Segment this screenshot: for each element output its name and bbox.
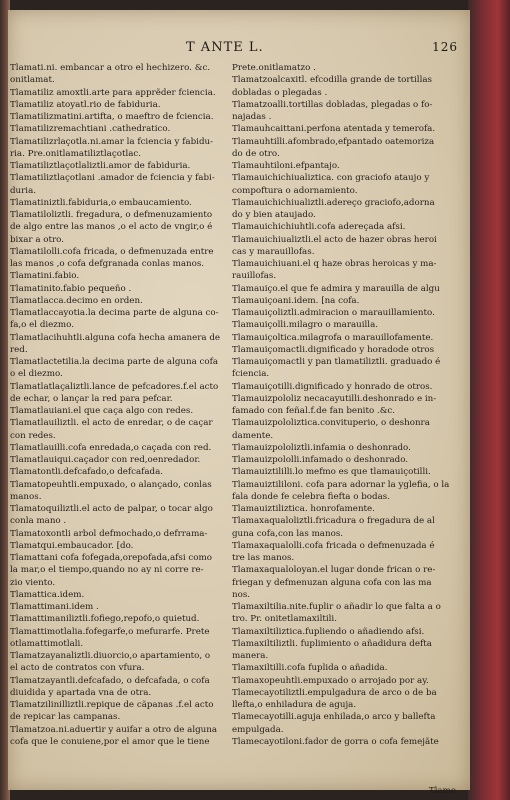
dictionary-line: Tlamauiçotilli.dignificado y honrado de otros. (232, 381, 433, 392)
running-head (8, 40, 470, 56)
dictionary-line: Tlamatiliztlaçotlani .amador de fciencia y fabi- (10, 173, 215, 184)
dictionary-line: cofa que le conuiene,por el amor que le tiene (10, 736, 210, 747)
dictionary-line: onitlamat. (10, 75, 55, 86)
dictionary-line: Tlamatiliz atoyatl.rio de fabiduria. (10, 99, 161, 110)
dictionary-line: do de otro. (232, 148, 280, 159)
dictionary-line: Tlamauizpololiztli.infamia o deshonrado. (232, 442, 411, 453)
dictionary-line: Tlamauiçoani.idem. [na cofa. (232, 295, 360, 306)
dictionary-line: Tlamattimani.idem . (10, 602, 99, 612)
dictionary-line: Tlamatilizmatini.artifta, o maeftro de fciencia. (10, 112, 214, 122)
dictionary-line: Tlamauichiualiztli.el acto de hazer obras heroi (232, 234, 437, 245)
dictionary-line: Tlamaxiltilia.nite.fuplir o añadir lo que falta a o (232, 602, 441, 612)
dictionary-line: Tlamauichichiualiztica. con graciofo ataujo y (232, 173, 430, 184)
dictionary-line: Tlamauiztililoni. cofa para adornar la yglefia, o la (232, 479, 450, 490)
dictionary-line: zio viento. (10, 577, 56, 588)
running-head-title: T ANTE L. (186, 40, 264, 55)
dictionary-line: compoftura o adornamiento. (232, 185, 358, 196)
dictionary-line: friegan y defmenuzan alguna cofa con las ma (232, 577, 432, 588)
dictionary-line: Tlamaxiltilli.cofa fuplida o añadida. (232, 663, 388, 674)
dictionary-line: cas y marauillofas. (232, 246, 315, 257)
dictionary-line: Tlamaxiltiliztli. fuplimiento o añadidura defta (232, 638, 432, 649)
dictionary-line: Tlamecayotiloni.fador de gorra o cofa femejãte (232, 736, 439, 747)
dictionary-line: otlamattimotlali. (10, 638, 84, 649)
dictionary-line: Tlamatilolli.cofa fricada, o defmenuzada entre (10, 246, 214, 257)
dictionary-line: tro. Pr. onitetlamaxiltili. (232, 614, 337, 625)
dictionary-line: Tlamauizpololli.infamado o deshonrado. (232, 455, 409, 465)
dictionary-line: nos. (232, 589, 251, 600)
dictionary-line: red. (10, 344, 28, 355)
dictionary-line: duria. (10, 185, 37, 196)
right-column (232, 62, 458, 786)
dictionary-line: Tlamatlaccayotia.la decima parte de alguna co- (10, 308, 219, 318)
dictionary-line: Tlamaxiltiliztica.fupliendo o añadiendo afsi. (232, 626, 425, 637)
dictionary-line: Tlamatqui.embaucador. [do. (10, 540, 134, 551)
dictionary-line: la mar,o el tiempo,quando no ay ni corre re- (10, 565, 204, 576)
dictionary-line: guna cofa,con las manos. (232, 528, 344, 539)
dictionary-line: ria. Pre.onitlamatiliztlaçotlac. (10, 148, 142, 159)
dictionary-line: Tlamatzoalcaxitl. efcodilla grande de tortillas (232, 75, 432, 86)
dictionary-line: o el diezmo. (10, 369, 63, 380)
dictionary-line: de echar, o lançar la red para pefcar. (10, 393, 173, 404)
dictionary-line: de algo entre las manos ,o el acto de vngir,o é (10, 222, 213, 233)
dictionary-line: Tlamauichichiuhtli.cofa adereçada afsi. (232, 222, 406, 233)
dictionary-line: Tlamauiztililli.lo mefmo es que tlamauiçotilli. (232, 467, 431, 478)
dictionary-line: conla mano . (10, 516, 67, 527)
dictionary-line: Tlamatini.fabio. (10, 271, 80, 282)
page-edge-red-binding (468, 0, 510, 800)
dictionary-line: Tlamauizpololiz necacayutilli.deshonrado e in- (232, 393, 437, 404)
dictionary-line: Tlamauiztiliztica. honrofamente. (232, 504, 375, 514)
dictionary-line: Tlamatiliz amoxtli.arte para apprẽder fciencia. (10, 87, 216, 98)
dictionary-line: empulgada. (232, 724, 284, 735)
dictionary-line: dobladas o plegadas . (232, 87, 328, 98)
dictionary-line: Tlamattica.idem. (10, 589, 85, 600)
dictionary-line: Tlamauiçoliztli.admiracion o marauillamiento. (232, 308, 435, 318)
dictionary-line: las manos ,o cofa defgranada conlas manos. (10, 259, 205, 269)
dictionary-line: Tlamauhtiloni.efpantajo. (232, 161, 340, 171)
dictionary-line: Tlamatontli.defcafado,o defcafada. (10, 467, 164, 478)
dictionary-line: do y bien ataujado. (232, 210, 316, 220)
dictionary-line: najadas . (232, 112, 272, 122)
dictionary-line: Tlamatilizrlaçotla.ni.amar la fciencia y fabidu- (10, 136, 214, 147)
dictionary-line: fa,o el diezmo. (10, 320, 74, 331)
dictionary-line: Tlamatlauiliztli. el acto de enredar, o de caçar (10, 418, 213, 429)
dictionary-line: Tlamatoxontli arbol defmochado,o defrrama- (10, 528, 208, 539)
dictionary-line: con redes. (10, 430, 56, 441)
dictionary-line: Tlamatlauiani.el que caça algo con redes. (10, 406, 194, 416)
dictionary-line: Tlamattimaniliztli.fofiego,repofo,o quietud. (10, 614, 200, 625)
dictionary-line: Tlamauhcaittani.perfona atentada y temerofa. (232, 124, 436, 135)
dictionary-line: Tlamauiçomactli y pan tlamatiliztli. graduado é (232, 357, 441, 367)
dictionary-line: fciencia. (232, 369, 270, 380)
dictionary-line: Tlamattani cofa fofegada,orepofada,afsi como (10, 553, 212, 563)
dictionary-line: Tlamatzilinilliztli.repique de cãpanas .f.el acto (10, 700, 214, 710)
dictionary-line: Tlamauiço.el que fe admira y marauilla de algu (232, 283, 440, 294)
dictionary-line: manos. (10, 491, 42, 502)
catchword: Tlame (428, 786, 456, 796)
dictionary-line: damente. (232, 430, 274, 441)
dictionary-line: Tlamatiniztli.fabiduria,o embaucamiento. (10, 197, 192, 208)
dictionary-line: Tlamatlactetilia.la decima parte de alguna cofa (10, 357, 219, 367)
dictionary-line: Tlamaxaqualoliztli.fricadura o fregadura de al (232, 516, 435, 527)
dictionary-line: Tlamauizpololiztica.convituperio, o deshonra (232, 418, 430, 429)
dictionary-line: Tlamauhtilli.afombrado,efpantado oatemoriza (232, 136, 435, 147)
dictionary-line: Tlamatzoalli.tortillas dobladas, plegadas o fo- (232, 99, 433, 110)
dictionary-line: Prete.onitlamatzo . (232, 63, 316, 73)
dictionary-line: Tlamatinito.fabio pequeño . (10, 283, 132, 294)
dictionary-line: Tlamaxaqualolli.cofa fricada o defmenuzada é (232, 540, 435, 551)
dictionary-line: bixar a otro. (10, 234, 64, 245)
left-column (10, 62, 224, 786)
dictionary-line: Tlamaxopeuhtli.empuxado o arrojado por ay. (232, 675, 429, 686)
dictionary-line: rauillofas. (232, 271, 277, 282)
dictionary-line: famado con feñal.f.de fan benito .&c. (232, 406, 396, 416)
dictionary-line: Tlamaxaqualoloyan.el lugar donde frican o re- (232, 565, 436, 576)
dictionary-line: Tlamatopeuhtli.empuxado, o alançado, conlas (10, 479, 212, 490)
dictionary-line: Tlamatlauiqui.caçador con red,oenredador. (10, 455, 201, 465)
dictionary-line: Tlamatzayanaliztli.diuorcio,o apartamiento, o (10, 651, 211, 661)
dictionary-line: Tlamauiçoltica.milagrofa o marauillofamente. (232, 332, 434, 343)
dictionary-line: Tlamati.ni. embancar a otro el hechizero. &c. (10, 63, 211, 73)
dictionary-line: Tlamauichichiualiztli.adereço graciofo,adorna (232, 197, 435, 208)
page-number: 126 (432, 40, 458, 54)
dictionary-line: Tlamecayotiliztli.empulgadura de arco o de ba (232, 687, 437, 698)
dictionary-line: de repicar las campanas. (10, 712, 121, 723)
dictionary-line: Tlamecayotilli.aguja enhilada,o arco y ballefta (232, 712, 436, 723)
dictionary-line: Tlamatlatlaçaliztli.lance de pefcadores.f.el acto (10, 381, 219, 392)
dictionary-line: Tlamatzoa.ni.aduertir y auifar a otro de alguna (10, 724, 218, 735)
dictionary-line: Tlamauichiuani.el q haze obras heroicas y ma- (232, 259, 437, 269)
dictionary-line: Tlamatlacca.decimo en orden. (10, 295, 143, 306)
dictionary-line: Tlamatzayantli.defcafado, o defcafada, o cofa (10, 675, 210, 686)
dictionary-line: tre las manos. (232, 553, 295, 563)
dictionary-line: Tlamatlacihuhtli.alguna cofa hecha amanera de (10, 332, 221, 343)
dictionary-line: Tlamatiloliztli. fregadura, o defmenuzamiento (10, 210, 213, 220)
dictionary-line: Tlamatlauilli.cofa enredada,o caçada con red. (10, 442, 212, 453)
dictionary-line: el acto de contratos con vfura. (10, 663, 145, 674)
book-page (8, 10, 470, 796)
dictionary-line: fala donde fe celebra fiefta o bodas. (232, 491, 390, 502)
dictionary-line: Tlamatiliztlaçotlaliztli.amor de fabiduria. (10, 161, 191, 171)
dictionary-line: llefta,o enhiladura de aguja. (232, 700, 357, 710)
dictionary-line: Tlamatoquiliztli.el acto de palpar, o tocar algo (10, 504, 213, 514)
dictionary-line: Tlamatilizremachtiani .cathedratico. (10, 124, 171, 135)
dictionary-line: manera. (232, 651, 269, 661)
dictionary-line: Tlamattimotlalia.fofegarfe,o mefurarfe. Prete (10, 626, 210, 637)
dictionary-line: Tlamauiçolli.milagro o marauilla. (232, 320, 379, 331)
dictionary-line: diuidida y apartada vna de otra. (10, 687, 152, 698)
dictionary-line: Tlamauiçomactli.dignificado y horadode otros (232, 344, 435, 355)
